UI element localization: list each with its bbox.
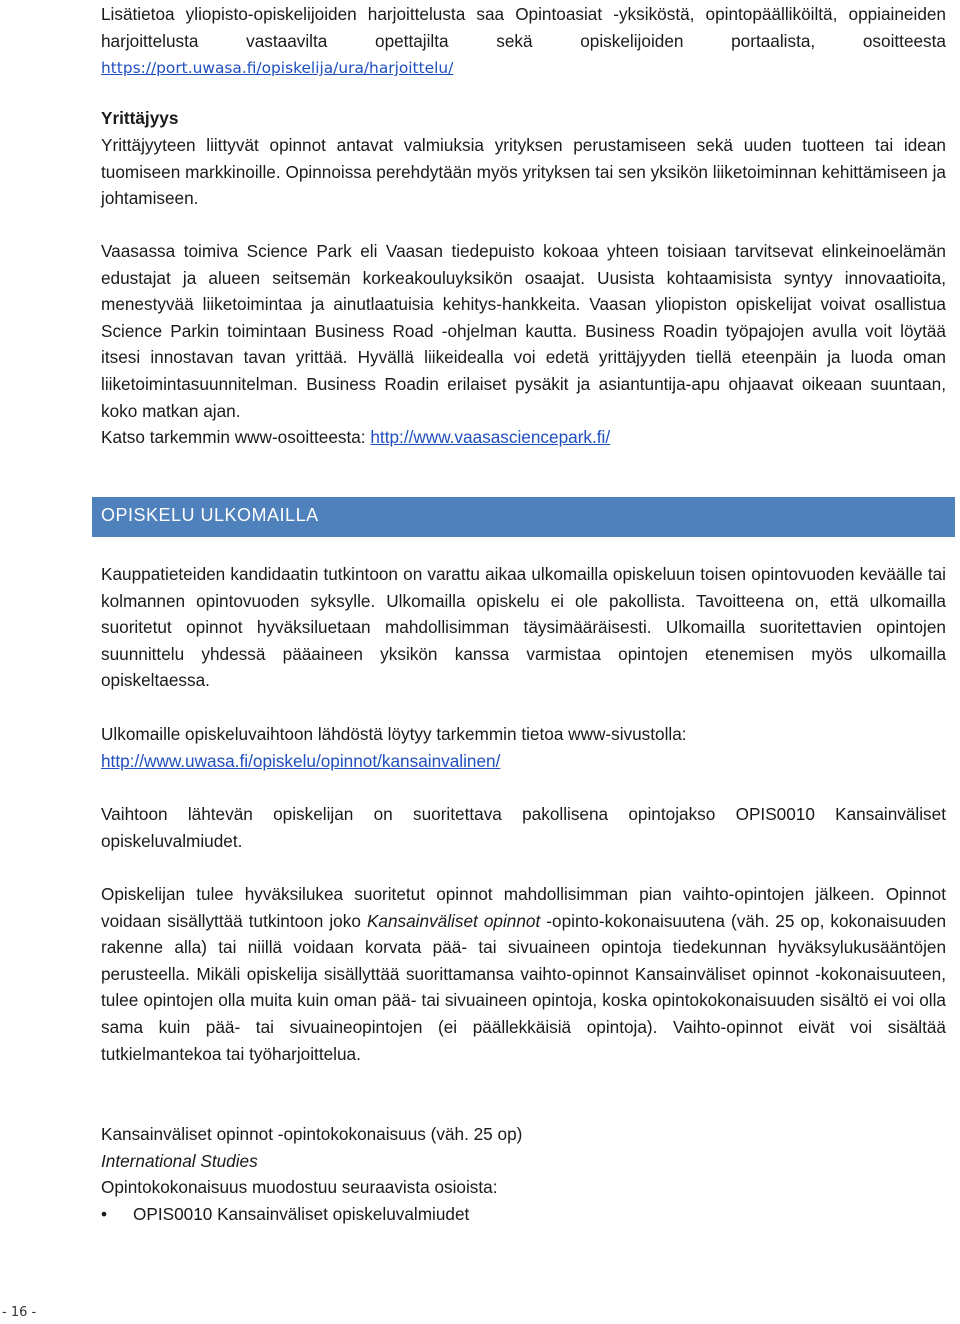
kansainvalinen-link[interactable]: http://www.uwasa.fi/opiskelu/opinnot/kansainvalinen/ (101, 750, 501, 771)
module-block (101, 1121, 946, 1227)
module-title: Kansainväliset opinnot -opintokokonaisuus (väh. 25 op) (101, 1124, 523, 1144)
science-park-text: Vaasassa toimiva Science Park eli Vaasan tiedepuisto kokoaa yhteen toisiaan tarvitsevat elinkeinoelämän edustajat ja alueen seitsemän korkeakouluyksikön osaajat. Uusista kohtaamisista syntyy innovaatioita, menestyvää liiketoimintaa ja ainutlaatuisia kehitys-hankkeita. Vaasan yliopiston opiskelijat voivat osallistua Science Parkin toimintaan Business Road -ohjelman kautta. Business Roadin työpajojen avulla voit löytää itsesi innostavan tavan yrittää. Hyvällä liikeidealla voi edetä yrittäjyyden tiellä eteenpäin ja luoda oman liiketoimintasuunnitelman. Business Roadin erilaiset pysäkit ja asiantuntija-apu ohjaavat oikeaan suuntaan, koko matkan ajan. (101, 241, 946, 421)
module-english-title: International Studies (101, 1150, 258, 1171)
see-more-label: Katso tarkemmin www-osoitteesta: (101, 427, 366, 448)
intro-text: Lisätietoa yliopisto-opiskelijoiden harjoittelusta saa Opintoasiat -yksiköstä, opintopäälliköiltä, oppiaineiden harjoittelusta vastaavilta opettajilta sekä opiskelijoiden portaalista, osoitteesta (101, 4, 946, 51)
entrepreneurship-paragraph: Yrittäjyyteen liittyvät opinnot antavat valmiuksia yrityksen perustamiseen sekä uuden tuotteen tai idean tuomiseen markkinoille. Opinnoissa perehdytään myös yrityksen tai sen yksikön liiketoiminnan kehittämiseen ja johtamiseen. (101, 135, 946, 209)
abroad-paragraph-2 (101, 721, 946, 774)
module-intro: Opintokokonaisuus muodostuu seuraavista osioista: (101, 1177, 498, 1198)
intro-paragraph (101, 1, 946, 82)
science-park-paragraph (101, 238, 946, 451)
section-title: OPISKELU ULKOMAILLA (101, 505, 319, 525)
page-number: - 16 - (2, 1305, 37, 1320)
section-banner (92, 497, 955, 537)
abroad-paragraph-4 (101, 881, 946, 1067)
bullet-text: OPIS0010 Kansainväliset opiskeluvalmiudet (133, 1203, 470, 1224)
abroad-paragraph-1: Kauppatieteiden kandidaatin tutkintoon on varattu aikaa ulkomailla opiskeluun toisen opintovuoden keväälle tai kolmannen opintovuoden syksylle. Ulkomailla opiskelu ei ole pakollista. Tavoitteena on, että ulkomailla suoritetut opinnot hyväksiluetaan mahdollisimman täysimääräisesti. Ulkomailla suoritettavien opintojen suunnittelu yhdessä pääaineen yksikön kanssa varmistaa opintojen etenemisen myös ulkomailla opiskeltaessa. (101, 564, 946, 691)
p4-text-b: -opinto-kokonaisuutena (väh. 25 op, kokonaisuuden rakenne alla) tai niillä voidaan korvata pää- tai sivuaineen opintoja tiedekunnan hyväksylukusääntöjen perusteella. Mikäli opiskelija sisällyttää suorittamansa vaihto-opinnot Kansainväliset opinnot -kokonaisuuteen, tulee opintojen olla muita kuin oman pää- tai sivuaineen opintoja, koska opintokokonaisuuden sisältö ei voi olla sama kuin pää- tai sivuaineopintojen (ei päällekkäisiä opintoja). Vaihto-opinnot eivät voi sisältää tutkielmantekoa tai työharjoittelua. (101, 910, 947, 1064)
vaasasciencepark-link[interactable]: http://www.vaasasciencepark.fi/ (370, 427, 611, 448)
bullet-icon: • (101, 1203, 108, 1224)
harjoittelu-link[interactable]: https://port.uwasa.fi/opiskelija/ura/harjoittelu/ (101, 59, 454, 78)
p4-italic: Kansainväliset opinnot (366, 910, 541, 931)
exchange-info-label: Ulkomaille opiskeluvaihtoon lähdöstä löytyy tarkemmin tietoa www-sivustolla: (101, 724, 687, 744)
entrepreneurship-heading: Yrittäjyys (101, 108, 179, 128)
abroad-paragraph-3: Vaihtoon lähtevän opiskelijan on suoritettava pakollisena opintojakso OPIS0010 Kansainväliset opiskeluvalmiudet. (101, 804, 946, 851)
list-item (101, 1201, 946, 1228)
p4-text-a: Opiskelijan tulee hyväksilukea suoritetut opinnot mahdollisimman pian vaihto-opintojen jälkeen. Opinnot voidaan sisällyttää tutkintoon joko (101, 884, 946, 931)
